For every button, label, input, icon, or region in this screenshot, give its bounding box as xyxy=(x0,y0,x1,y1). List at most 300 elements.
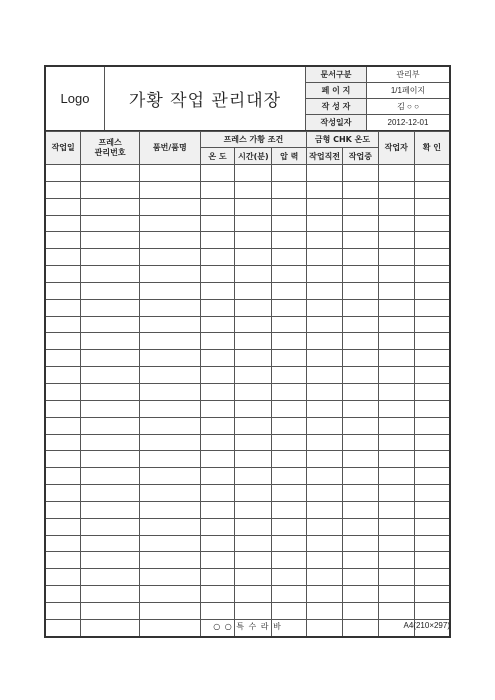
table-row xyxy=(45,383,450,400)
table-cell xyxy=(378,586,414,603)
table-row xyxy=(45,417,450,434)
table-cell xyxy=(139,451,200,468)
col-header-press-no-line2: 관리번호 xyxy=(94,148,126,157)
document-title: 가황 작업 관리대장 xyxy=(105,66,306,131)
table-cell xyxy=(307,434,343,451)
table-cell xyxy=(378,518,414,535)
table-cell xyxy=(414,266,450,283)
table-cell xyxy=(200,215,235,232)
table-cell xyxy=(45,485,81,502)
table-cell xyxy=(235,215,272,232)
table-cell xyxy=(342,535,378,552)
table-cell xyxy=(235,299,272,316)
table-cell xyxy=(235,451,272,468)
table-cell xyxy=(414,350,450,367)
table-cell xyxy=(378,266,414,283)
table-cell xyxy=(200,232,235,249)
table-cell xyxy=(235,518,272,535)
table-row xyxy=(45,198,450,215)
table-row xyxy=(45,282,450,299)
table-cell xyxy=(272,181,307,198)
table-cell xyxy=(81,316,140,333)
table-cell xyxy=(200,417,235,434)
table-cell xyxy=(139,266,200,283)
table-cell xyxy=(307,451,343,468)
table-cell xyxy=(139,586,200,603)
table-cell xyxy=(272,282,307,299)
table-cell xyxy=(378,367,414,384)
table-cell xyxy=(81,552,140,569)
table-cell xyxy=(342,602,378,619)
table-cell xyxy=(378,501,414,518)
col-header-confirm: 확 인 xyxy=(414,132,450,165)
table-cell xyxy=(272,249,307,266)
table-cell xyxy=(378,602,414,619)
table-cell xyxy=(81,468,140,485)
table-cell xyxy=(378,350,414,367)
table-cell xyxy=(139,198,200,215)
table-cell xyxy=(378,417,414,434)
table-cell xyxy=(235,535,272,552)
table-cell xyxy=(45,215,81,232)
table-cell xyxy=(414,552,450,569)
table-cell xyxy=(139,468,200,485)
table-cell xyxy=(45,282,81,299)
table-cell xyxy=(414,468,450,485)
table-row xyxy=(45,400,450,417)
table-cell xyxy=(139,518,200,535)
sub-header-time: 시간(분) xyxy=(235,148,272,165)
table-cell xyxy=(307,552,343,569)
table-cell xyxy=(81,569,140,586)
table-cell xyxy=(45,400,81,417)
table-cell xyxy=(235,552,272,569)
table-cell xyxy=(139,434,200,451)
table-cell xyxy=(139,165,200,182)
table-cell xyxy=(45,266,81,283)
table-cell xyxy=(378,468,414,485)
table-cell xyxy=(81,434,140,451)
table-cell xyxy=(307,181,343,198)
sub-header-during-work: 작업중 xyxy=(342,148,378,165)
table-cell xyxy=(272,266,307,283)
table-cell xyxy=(378,316,414,333)
table-cell xyxy=(200,451,235,468)
table-cell xyxy=(45,165,81,182)
table-cell xyxy=(378,333,414,350)
table-cell xyxy=(272,434,307,451)
table-cell xyxy=(139,501,200,518)
table-cell xyxy=(342,586,378,603)
table-cell xyxy=(200,299,235,316)
table-cell xyxy=(272,501,307,518)
table-cell xyxy=(81,400,140,417)
table-cell xyxy=(307,400,343,417)
meta-label-page: 페 이 지 xyxy=(306,83,367,99)
table-cell xyxy=(307,333,343,350)
table-cell xyxy=(307,518,343,535)
table-cell xyxy=(45,181,81,198)
table-cell xyxy=(414,518,450,535)
table-cell xyxy=(200,316,235,333)
table-cell xyxy=(81,299,140,316)
table-cell xyxy=(200,552,235,569)
table-cell xyxy=(342,451,378,468)
table-cell xyxy=(307,165,343,182)
table-cell xyxy=(235,266,272,283)
table-cell xyxy=(139,383,200,400)
table-cell xyxy=(414,249,450,266)
table-cell xyxy=(235,165,272,182)
table-cell xyxy=(139,333,200,350)
table-cell xyxy=(378,383,414,400)
table-cell xyxy=(81,165,140,182)
table-cell xyxy=(139,181,200,198)
table-cell xyxy=(139,249,200,266)
table-cell xyxy=(139,282,200,299)
table-cell xyxy=(45,232,81,249)
meta-label-doc-type: 문서구분 xyxy=(306,66,367,83)
table-cell xyxy=(200,400,235,417)
vulcanization-log-table xyxy=(44,131,451,638)
table-cell xyxy=(307,569,343,586)
table-cell xyxy=(235,383,272,400)
table-cell xyxy=(235,316,272,333)
table-cell xyxy=(414,383,450,400)
col-header-worker: 작업자 xyxy=(378,132,414,165)
table-row xyxy=(45,181,450,198)
table-cell xyxy=(378,535,414,552)
table-cell xyxy=(235,400,272,417)
table-cell xyxy=(307,485,343,502)
table-cell xyxy=(81,249,140,266)
table-cell xyxy=(307,350,343,367)
table-cell xyxy=(378,181,414,198)
table-cell xyxy=(307,535,343,552)
table-cell xyxy=(414,198,450,215)
table-row xyxy=(45,602,450,619)
table-cell xyxy=(378,434,414,451)
table-cell xyxy=(378,232,414,249)
table-cell xyxy=(272,417,307,434)
table-cell xyxy=(272,518,307,535)
table-cell xyxy=(307,282,343,299)
table-cell xyxy=(200,535,235,552)
table-cell xyxy=(200,249,235,266)
table-cell xyxy=(235,181,272,198)
meta-value-author: 김 ○ ○ xyxy=(367,99,451,115)
table-cell xyxy=(200,518,235,535)
table-cell xyxy=(81,266,140,283)
meta-value-page: 1/1페이지 xyxy=(367,83,451,99)
table-row xyxy=(45,586,450,603)
footer-paper-size: A4(210×297) xyxy=(403,621,450,630)
table-cell xyxy=(45,367,81,384)
table-cell xyxy=(235,333,272,350)
table-row xyxy=(45,266,450,283)
table-cell xyxy=(45,434,81,451)
table-row xyxy=(45,468,450,485)
table-cell xyxy=(139,350,200,367)
footer-company: ○ ○ 특 수 라 바 xyxy=(213,622,282,631)
table-cell xyxy=(342,215,378,232)
table-cell xyxy=(342,249,378,266)
table-cell xyxy=(235,602,272,619)
table-cell xyxy=(45,468,81,485)
table-cell xyxy=(81,417,140,434)
table-cell xyxy=(139,602,200,619)
table-row xyxy=(45,165,450,182)
table-cell xyxy=(378,299,414,316)
table-cell xyxy=(81,232,140,249)
table-row xyxy=(45,434,450,451)
table-cell xyxy=(272,468,307,485)
table-cell xyxy=(81,181,140,198)
table-cell xyxy=(200,181,235,198)
log-rows xyxy=(45,165,450,637)
table-cell xyxy=(45,501,81,518)
table-cell xyxy=(81,198,140,215)
table-cell xyxy=(235,249,272,266)
table-cell xyxy=(342,299,378,316)
table-row xyxy=(45,485,450,502)
table-cell xyxy=(272,333,307,350)
table-cell xyxy=(342,383,378,400)
table-cell xyxy=(139,485,200,502)
table-cell xyxy=(342,181,378,198)
table-cell xyxy=(414,165,450,182)
table-cell xyxy=(139,417,200,434)
table-cell xyxy=(342,316,378,333)
table-cell xyxy=(139,367,200,384)
table-cell xyxy=(200,266,235,283)
table-cell xyxy=(139,535,200,552)
table-cell xyxy=(45,333,81,350)
table-cell xyxy=(307,468,343,485)
table-cell xyxy=(200,367,235,384)
table-cell xyxy=(81,333,140,350)
table-cell xyxy=(307,266,343,283)
table-cell xyxy=(272,316,307,333)
table-cell xyxy=(81,282,140,299)
table-cell xyxy=(81,535,140,552)
table-cell xyxy=(81,501,140,518)
table-cell xyxy=(307,249,343,266)
table-cell xyxy=(307,602,343,619)
table-cell xyxy=(272,198,307,215)
table-cell xyxy=(81,518,140,535)
table-cell xyxy=(235,434,272,451)
table-row xyxy=(45,518,450,535)
table-cell xyxy=(235,485,272,502)
table-cell xyxy=(139,400,200,417)
table-cell xyxy=(200,468,235,485)
table-cell xyxy=(272,400,307,417)
table-row xyxy=(45,552,450,569)
table-cell xyxy=(81,383,140,400)
table-cell xyxy=(414,501,450,518)
table-cell xyxy=(342,468,378,485)
table-cell xyxy=(414,434,450,451)
table-cell xyxy=(342,198,378,215)
table-row xyxy=(45,333,450,350)
table-cell xyxy=(378,569,414,586)
table-cell xyxy=(45,417,81,434)
table-cell xyxy=(342,367,378,384)
table-row xyxy=(45,249,450,266)
table-cell xyxy=(45,350,81,367)
table-cell xyxy=(200,198,235,215)
table-cell xyxy=(414,215,450,232)
table-cell xyxy=(45,249,81,266)
table-cell xyxy=(272,350,307,367)
table-cell xyxy=(45,299,81,316)
table-cell xyxy=(414,367,450,384)
table-cell xyxy=(272,569,307,586)
table-cell xyxy=(342,165,378,182)
table-cell xyxy=(45,198,81,215)
table-cell xyxy=(81,602,140,619)
table-cell xyxy=(414,232,450,249)
table-cell xyxy=(272,232,307,249)
table-cell xyxy=(272,367,307,384)
table-cell xyxy=(200,586,235,603)
table-cell xyxy=(414,282,450,299)
table-cell xyxy=(81,485,140,502)
table-cell xyxy=(378,165,414,182)
table-cell xyxy=(45,518,81,535)
table-cell xyxy=(81,215,140,232)
sub-header-before-work: 작업직전 xyxy=(307,148,343,165)
table-cell xyxy=(81,586,140,603)
table-cell xyxy=(342,485,378,502)
table-cell xyxy=(272,383,307,400)
table-cell xyxy=(307,383,343,400)
sub-header-pressure: 압 력 xyxy=(272,148,307,165)
table-cell xyxy=(342,282,378,299)
table-cell xyxy=(378,198,414,215)
table-cell xyxy=(81,367,140,384)
table-cell xyxy=(342,232,378,249)
table-cell xyxy=(45,451,81,468)
table-cell xyxy=(378,451,414,468)
table-cell xyxy=(342,501,378,518)
table-cell xyxy=(45,552,81,569)
sub-header-temperature: 온 도 xyxy=(200,148,235,165)
table-cell xyxy=(342,434,378,451)
table-cell xyxy=(342,266,378,283)
table-cell xyxy=(414,602,450,619)
document-header xyxy=(44,65,451,132)
table-cell xyxy=(414,535,450,552)
table-cell xyxy=(200,602,235,619)
table-cell xyxy=(235,569,272,586)
group-header-mold-check: 금형 CHK 온도 xyxy=(307,132,379,148)
table-cell xyxy=(272,485,307,502)
table-cell xyxy=(307,215,343,232)
table-cell xyxy=(235,468,272,485)
table-cell xyxy=(414,400,450,417)
table-cell xyxy=(272,535,307,552)
table-cell xyxy=(378,282,414,299)
meta-value-doc-type: 관리부 xyxy=(367,66,451,83)
table-cell xyxy=(378,249,414,266)
table-cell xyxy=(200,282,235,299)
table-cell xyxy=(139,552,200,569)
col-header-part: 품번/품명 xyxy=(139,132,200,165)
meta-label-date: 작성일자 xyxy=(306,115,367,132)
table-row xyxy=(45,316,450,333)
table-cell xyxy=(414,316,450,333)
table-cell xyxy=(378,215,414,232)
table-cell xyxy=(272,299,307,316)
table-cell xyxy=(342,569,378,586)
table-cell xyxy=(200,350,235,367)
col-header-press-no-line1: 프레스 xyxy=(98,138,122,147)
table-cell xyxy=(45,383,81,400)
logo: Logo xyxy=(45,66,105,131)
table-cell xyxy=(378,552,414,569)
table-cell xyxy=(200,569,235,586)
table-cell xyxy=(81,350,140,367)
table-row xyxy=(45,350,450,367)
meta-value-date: 2012-12-01 xyxy=(367,115,451,132)
table-row xyxy=(45,215,450,232)
table-cell xyxy=(235,417,272,434)
table-cell xyxy=(235,282,272,299)
table-cell xyxy=(342,417,378,434)
table-cell xyxy=(139,569,200,586)
meta-label-author: 작 성 자 xyxy=(306,99,367,115)
table-cell xyxy=(414,569,450,586)
table-cell xyxy=(81,451,140,468)
table-cell xyxy=(235,586,272,603)
table-cell xyxy=(272,165,307,182)
table-cell xyxy=(45,569,81,586)
table-cell xyxy=(414,299,450,316)
table-cell xyxy=(378,485,414,502)
table-cell xyxy=(235,367,272,384)
table-cell xyxy=(342,333,378,350)
table-row xyxy=(45,535,450,552)
table-cell xyxy=(139,316,200,333)
table-cell xyxy=(272,451,307,468)
table-cell xyxy=(200,434,235,451)
table-cell xyxy=(45,602,81,619)
table-cell xyxy=(378,400,414,417)
group-header-press-conditions: 프레스 가황 조건 xyxy=(200,132,307,148)
table-cell xyxy=(307,232,343,249)
table-cell xyxy=(307,586,343,603)
table-cell xyxy=(307,198,343,215)
table-cell xyxy=(414,181,450,198)
table-row xyxy=(45,299,450,316)
table-cell xyxy=(235,198,272,215)
table-cell xyxy=(414,586,450,603)
table-cell xyxy=(200,383,235,400)
table-row xyxy=(45,367,450,384)
table-cell xyxy=(307,299,343,316)
table-cell xyxy=(139,215,200,232)
col-header-date: 작업일 xyxy=(45,132,81,165)
table-row xyxy=(45,232,450,249)
table-cell xyxy=(342,552,378,569)
table-cell xyxy=(272,552,307,569)
table-cell xyxy=(200,165,235,182)
table-cell xyxy=(45,586,81,603)
col-header-press-no xyxy=(81,132,140,165)
table-cell xyxy=(200,501,235,518)
